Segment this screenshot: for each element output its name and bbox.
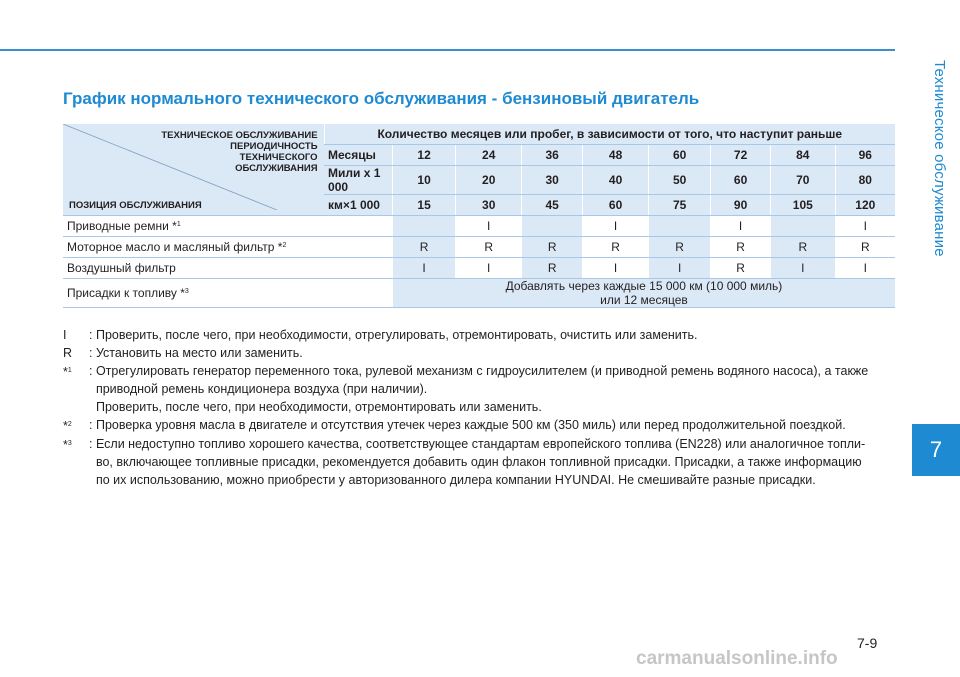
- corner-bottom-label: ПОЗИЦИЯ ОБСЛУЖИВАНИЯ: [69, 200, 202, 211]
- footnote-1: *$^1$ : Отрегулировать генератор переменного тока, рулевой механизм с гидроусилителем (и приводной ремень водяного насоса), а также приводной ремень кондиционера воздуха (при наличии). Проверить, после чего, при необходимости, отремонтировать или заменить.: [63, 364, 869, 414]
- page-title: График нормального технического обслуживания - бензиновый двигатель: [63, 89, 700, 108]
- header-row-km: км×1 000 15 30 45 60 75 90 105 120: [63, 195, 895, 216]
- footnote-2: *$^2$ : Проверка уровня масла в двигателе и отсутствия утечек через каждые 500 км (350 миль) или перед продолжительной поездкой.: [63, 418, 846, 433]
- table-row-fuel-additives: [63, 279, 895, 308]
- chapter-tab: 7: [912, 424, 960, 476]
- row-label: Воздушный фильтр: [63, 258, 324, 279]
- header-row-months: Месяцы 12 24 36 48 60 72 84 96: [63, 145, 895, 166]
- header-row-miles: Мили x 1 000 10 20 30 40 50 60 70 80: [63, 166, 895, 195]
- table-corner-cell: [63, 124, 324, 216]
- row-label: Моторное масло и масляный фильтр *$^2$: [63, 237, 324, 258]
- table-row-engine-oil: Моторное масло и масляный фильтр *$^2$ R R R R R R R R: [63, 237, 895, 258]
- fuel-additive-interval: Добавлять через каждые 15 000 км (10 000 миль) или 12 месяцев: [392, 279, 895, 308]
- interval-header: Количество месяцев или пробег, в зависимости от того, что наступит раньше: [324, 124, 895, 145]
- chapter-side-label: Техническое обслуживание: [931, 60, 948, 257]
- note-replace: R : Установить на место или заменить.: [63, 346, 303, 360]
- watermark: carmanualsonline.info: [636, 648, 838, 669]
- page-number: 7-9: [857, 635, 878, 651]
- table-row-air-filter: Воздушный фильтр I I R I I R I I: [63, 258, 895, 279]
- top-rule: [0, 49, 895, 51]
- maintenance-table: [63, 124, 895, 308]
- footnote-3: *$^3$ : Если недоступно топливо хорошего качества, соответствующее стандартам европейского топлива (EN228) или аналогичное топли- во, включающее топливные присадки, рекомендуется добавить один флакон топливной присадки. Присадки, а также информацию по их использованию, можно приобрести у авторизованного дилера компании HYUNDAI. Не смешивайте разные присадки.: [63, 437, 866, 487]
- row-label: Присадки к топливу *$^3$: [63, 279, 324, 308]
- table-row-drive-belts: Приводные ремни *$^1$ I I I I: [63, 216, 895, 237]
- row-label: Приводные ремни *$^1$: [63, 216, 324, 237]
- legend-notes: [63, 326, 895, 489]
- note-inspect: I : Проверить, после чего, при необходимости, отрегулировать, отремонтировать, очистить или заменить.: [63, 328, 698, 342]
- corner-top-label: ТЕХНИЧЕСКОЕ ОБСЛУЖИВАНИЕ ПЕРИОДИЧНОСТЬ ТЕХНИЧЕСКОГО ОБСЛУЖИВАНИЯ: [161, 130, 318, 174]
